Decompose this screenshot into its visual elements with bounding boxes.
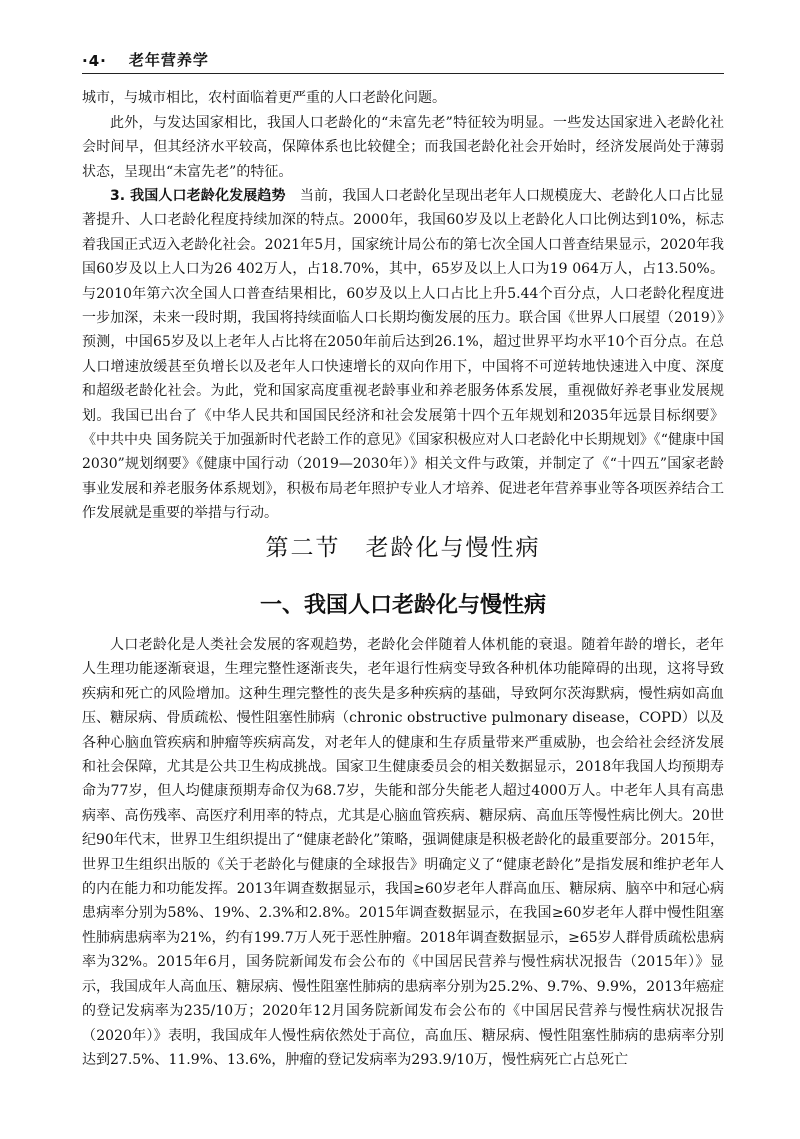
paragraph-aging-trend	[82, 184, 724, 526]
paragraph-aging-trend-body: 当前，我国人口老龄化呈现出老年人口规模庞大、老龄化人口占比显著提升、人口老龄化程度持续加深的特点。2000年，我国60岁及以上老龄化人口比例达到10%，标志着我国正式迈入老龄化社会。2021年5月，国家统计局公布的第七次全国人口普查结果显示，2020年我国60岁及以上人口为26 402万人，占18.70%，其中，65岁及以上人口为19 064万人，占13.50%。与2010年第六次全国人口普查结果相比，60岁及以上人口占比上升5.44个百分点，人口老龄化程度进一步加深，未来一段时期，我国将持续面临人口长期均衡发展的压力。联合国《世界人口展望（2019）》预测，中国65岁及以上老年人占比将在2050年前后达到26.1%，超过世界平均水平10个百分点。在总人口增速放缓甚至负增长以及老年人口快速增长的双向作用下，中国将不可逆转地快速进入中度、深度和超级老龄化社会。为此，党和国家高度重视老龄事业和养老服务体系发展，重视做好养老事业发展规划。我国已出台了《中华人民共和国国民经济和社会发展第十四个五年规划和2035年远景目标纲要》《中共中央 国务院关于加强新时代老龄工作的意见》《国家积极应对人口老龄化中长期规划》《“健康中国 2030”规划纲要》《健康中国行动（2019—2030年）》相关文件与政策，并制定了《“十四五”国家老龄事业发展和养老服务体系规划》，积极布局老年照护专业人才培养、促进老年营养事业等各项医养结合工作发展就是重要的举措与行动。	[82, 188, 725, 522]
subsection-title: 一、我国人口老龄化与慢性病	[259, 593, 546, 618]
book-title: 老年营养学	[128, 51, 209, 69]
paragraph-wealth-comparison: 此外，与发达国家相比，我国人口老龄化的“未富先老”特征较为明显。一些发达国家进入老龄化社会时间早，但其经济水平较高，保障体系也比较健全；而我国老龄化社会开始时，经济发展尚处于薄弱状态，呈现出“未富先老”的特征。	[82, 115, 724, 180]
paragraph-continuation: 城市，与城市相比，农村面临着更严重的人口老龄化问题。	[82, 90, 446, 106]
section-title: 第二节 老龄化与慢性病	[265, 535, 541, 561]
running-header	[82, 50, 724, 74]
paragraph-lead-heading: 3. 我国人口老龄化发展趋势	[110, 188, 286, 204]
paragraph-aging-chronic-disease: 人口老龄化是人类社会发展的客观趋势，老龄化会伴随着人体机能的衰退。随着年龄的增长，老年人生理功能逐渐衰退，生理完整性逐渐丧失，老年退行性病变导致各种机体功能障碍的出现，这将导致疾病和死亡的风险增加。这种生理完整性的丧失是多种疾病的基础，导致阿尔茨海默病，慢性病如高血压、糖尿病、骨质疏松、慢性阻塞性肺病（chronic obstructive pulmonary disease，COPD）以及各种心脑血管疾病和肿瘤等疾病高发，对老年人的健康和生存质量带来严重威胁，也会给社会经济发展和社会保障，尤其是公共卫生构成挑战。国家卫生健康委员会的相关数据显示，2018年我国人均预期寿命为77岁，但人均健康预期寿命仅为68.7岁，失能和部分失能老人超过4000万人。中老年人具有高患病率、高伤残率、高医疗利用率的特点，尤其是心脑血管疾病、糖尿病、高血压等慢性病比例大。20世纪90年代末，世界卫生组织提出了“健康老龄化”策略，强调健康是积极老龄化的最重要部分。2015年，世界卫生组织出版的《关于老龄化与健康的全球报告》明确定义了“健康老龄化”是指发展和维护老年人的内在能力和功能发挥。2013年调查数据显示，我国≥60岁老年人群高血压、糖尿病、脑卒中和冠心病患病率分别为58%、19%、2.3%和2.8%。2015年调查数据显示，在我国≥60岁老年人群中慢性阻塞性肺病患病率为21%，约有199.7万人死于恶性肿瘤。2018年调查数据显示，≥65岁人群骨质疏松患病率为32%。2015年6月，国务院新闻发布会公布的《中国居民营养与慢性病状况报告（2015年）》显示，我国成年人高血压、糖尿病、慢性阻塞性肺病的患病率分别为25.2%、9.7%、9.9%，2013年癌症的登记发病率为235/10万；2020年12月国务院新闻发布会公布的《中国居民营养与慢性病状况报告（2020年）》表明，我国成年人慢性病依然处于高位，高血压、糖尿病、慢性阻塞性肺病的患病率分别达到27.5%、11.9%、13.6%，肿瘤的登记发病率为293.9/10万，慢性病死亡占总死亡	[82, 637, 724, 1068]
page-number: ·4·	[82, 52, 107, 70]
